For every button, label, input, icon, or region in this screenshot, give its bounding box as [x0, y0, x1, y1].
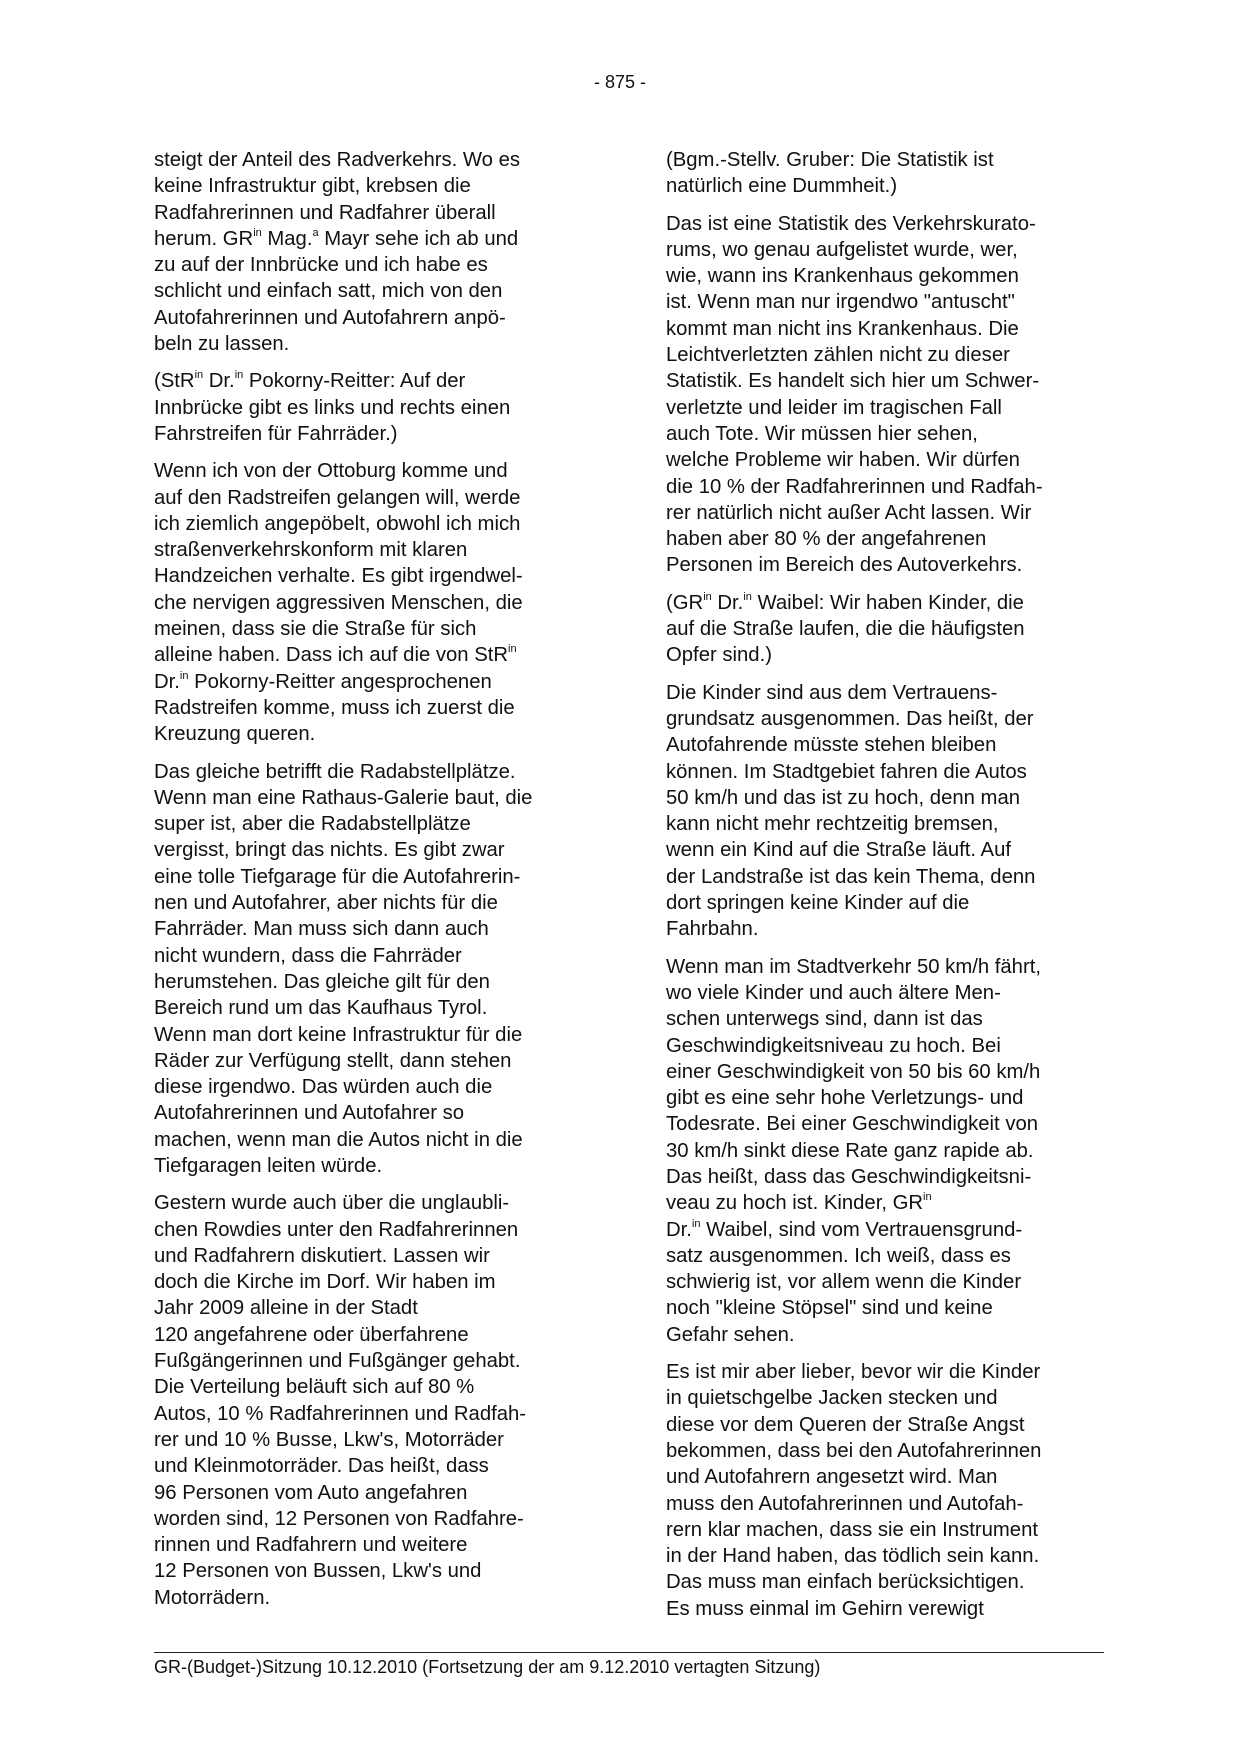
text-line: Räder zur Verfügung stellt, dann stehen: [154, 1049, 512, 1072]
text-line: Handzeichen verhalte. Es gibt irgendwel-: [154, 565, 523, 588]
text-line: Gefahr sehen.: [666, 1323, 795, 1346]
text-line: Das gleiche betrifft die Radabstellplätze.: [154, 760, 516, 783]
text-line: diese vor dem Queren der Straße Angst: [666, 1413, 1025, 1436]
paragraph: [666, 211, 1106, 579]
text-segment: Dr.: [711, 591, 744, 614]
text-line: auf die Straße laufen, die die häufigsten: [666, 618, 1025, 641]
text-line: und Radfahrern diskutiert. Lassen wir: [154, 1244, 490, 1267]
text-line: kommt man nicht ins Krankenhaus. Die: [666, 317, 1019, 340]
text-line: Wenn man eine Rathaus-Galerie baut, die: [154, 786, 533, 809]
text-line: in quietschgelbe Jacken stecken und: [666, 1387, 998, 1410]
text-line: Die Kinder sind aus dem Vertrauens-: [666, 681, 998, 704]
text-line: Bereich rund um das Kaufhaus Tyrol.: [154, 997, 488, 1020]
text-line: [154, 226, 584, 252]
text-line: vergisst, bringt das nichts. Es gibt zwar: [154, 839, 505, 862]
text-line: Es muss einmal im Gehirn verewigt: [666, 1597, 984, 1620]
text-line: Autofahrende müsste stehen bleiben: [666, 734, 997, 757]
text-line: haben aber 80 % der angefahrenen: [666, 528, 987, 551]
text-line: 96 Personen vom Auto angefahren: [154, 1481, 468, 1504]
text-line: beln zu lassen.: [154, 333, 290, 356]
text-line: Fahrräder. Man muss sich dann auch: [154, 918, 489, 941]
text-line: können. Im Stadtgebiet fahren die Autos: [666, 760, 1027, 783]
text-line: Fahrstreifen für Fahrräder.): [154, 422, 398, 445]
text-segment: alleine haben. Dass ich auf die von StR: [154, 644, 509, 667]
text-line: [154, 368, 584, 394]
text-line: Jahr 2009 alleine in der Stadt: [154, 1297, 418, 1320]
text-line: auf den Radstreifen gelangen will, werde: [154, 486, 521, 509]
text-line: verletzte und leider im tragischen Fall: [666, 396, 1002, 419]
paragraph: [154, 1190, 584, 1611]
superscript: in: [253, 226, 262, 239]
text-line: satz ausgenommen. Ich weiß, dass es: [666, 1244, 1011, 1267]
superscript: in: [194, 369, 204, 382]
text-segment: veau zu hoch ist. Kinder, GR: [666, 1192, 924, 1215]
text-line: wo viele Kinder und auch ältere Men-: [666, 981, 1001, 1004]
text-line: schlicht und einfach satt, mich von den: [154, 280, 503, 303]
text-line: natürlich eine Dummheit.): [666, 175, 898, 198]
text-line: steigt der Anteil des Radverkehrs. Wo es: [154, 149, 520, 171]
text-segment: Dr.: [203, 370, 235, 393]
text-line: [154, 642, 584, 668]
text-segment: Pokorny-Reitter angesprochenen: [188, 670, 492, 693]
text-line: Wenn ich von der Ottoburg komme und: [154, 460, 508, 483]
text-line: 50 km/h und das ist zu hoch, denn man: [666, 786, 1021, 809]
text-line: Geschwindigkeitsniveau zu hoch. Bei: [666, 1034, 1001, 1057]
text-line: Innbrücke gibt es links und rechts einen: [154, 396, 511, 419]
text-line: doch die Kirche im Dorf. Wir haben im: [154, 1271, 496, 1294]
superscript: in: [703, 590, 712, 603]
text-line: nicht wundern, dass die Fahrräder: [154, 944, 462, 967]
text-line: Leichtverletzten zählen nicht zu dieser: [666, 344, 1010, 367]
text-line: dort springen keine Kinder auf die: [666, 892, 970, 915]
text-line: keine Infrastruktur gibt, krebsen die: [154, 175, 471, 198]
text-line: kann nicht mehr rechtzeitig bremsen,: [666, 813, 999, 836]
text-line: schwierig ist, vor allem wenn die Kinder: [666, 1271, 1022, 1294]
text-line: wie, wann ins Krankenhaus gekommen: [666, 265, 1019, 288]
text-line: rinnen und Radfahrern und weitere: [154, 1534, 468, 1557]
text-line: 120 angefahrene oder überfahrene: [154, 1323, 469, 1346]
text-line: Autofahrerinnen und Autofahrer so: [154, 1102, 465, 1125]
text-line: Wenn man im Stadtverkehr 50 km/h fährt,: [666, 955, 1041, 978]
paragraph: [666, 1359, 1106, 1622]
text-line: noch "kleine Stöpsel" sind und keine: [666, 1297, 993, 1320]
text-line: eine tolle Tiefgarage für die Autofahrerin-: [154, 865, 521, 888]
footer-divider: [154, 1652, 1104, 1653]
paragraph: [666, 680, 1106, 943]
text-line: Statistik. Es handelt sich hier um Schwer-: [666, 370, 1040, 393]
text-line: Autofahrerinnen und Autofahrern anpö-: [154, 306, 506, 329]
paragraph: [154, 147, 584, 357]
text-line: [666, 590, 1106, 616]
text-line: nen und Autofahrer, aber nichts für die: [154, 892, 498, 915]
text-line: diese irgendwo. Das würden auch die: [154, 1076, 493, 1099]
superscript: in: [508, 643, 517, 656]
text-line: bekommen, dass bei den Autofahrerinnen: [666, 1439, 1042, 1462]
text-line: Gestern wurde auch über die unglaubli-: [154, 1192, 510, 1215]
superscript: in: [743, 590, 752, 603]
text-line: Motorrädern.: [154, 1586, 271, 1609]
text-line: grundsatz ausgenommen. Das heißt, der: [666, 707, 1034, 730]
text-line: Radstreifen komme, muss ich zuerst die: [154, 696, 515, 719]
text-line: welche Probleme wir haben. Wir dürfen: [666, 449, 1020, 472]
superscript: in: [923, 1191, 932, 1204]
text-line: ist. Wenn man nur irgendwo "antuscht": [666, 291, 1015, 314]
text-line: ich ziemlich angepöbelt, obwohl ich mich: [154, 512, 521, 535]
text-line: Das muss man einfach berücksichtigen.: [666, 1571, 1025, 1594]
text-line: [666, 1217, 1106, 1243]
text-line: rer und 10 % Busse, Lkw's, Motorräder: [154, 1428, 504, 1451]
text-line: muss den Autofahrerinnen und Autofah-: [666, 1492, 1024, 1515]
text-line: einer Geschwindigkeit von 50 bis 60 km/h: [666, 1060, 1041, 1083]
text-line: worden sind, 12 Personen von Radfahre-: [154, 1507, 524, 1530]
text-line: Radfahrerinnen und Radfahrer überall: [154, 201, 496, 224]
text-line: Todesrate. Bei einer Geschwindigkeit von: [666, 1113, 1039, 1136]
text-line: super ist, aber die Radabstellplätze: [154, 813, 471, 836]
paragraph: [666, 590, 1106, 669]
text-segment: Mayr sehe ich ab und: [318, 227, 519, 250]
text-line: Die Verteilung beläuft sich auf 80 %: [154, 1376, 475, 1399]
text-segment: Waibel: Wir haben Kinder, die: [751, 591, 1024, 614]
text-segment: Mag.: [261, 227, 313, 250]
text-line: [666, 1190, 1106, 1216]
text-line: zu auf der Innbrücke und ich habe es: [154, 254, 488, 277]
text-line: und Kleinmotorräder. Das heißt, dass: [154, 1455, 489, 1478]
text-line: schen unterwegs sind, dann ist das: [666, 1008, 983, 1031]
text-line: Fußgängerinnen und Fußgänger gehabt.: [154, 1350, 521, 1373]
text-line: chen Rowdies unter den Radfahrerinnen: [154, 1218, 519, 1241]
text-line: che nervigen aggressiven Menschen, die: [154, 591, 523, 614]
text-line: Fahrbahn.: [666, 918, 759, 941]
text-line: Autos, 10 % Radfahrerinnen und Radfah-: [154, 1402, 527, 1425]
text-line: wenn ein Kind auf die Straße läuft. Auf: [666, 839, 1011, 862]
text-segment: herum. GR: [154, 227, 254, 250]
text-line: rer natürlich nicht außer Acht lassen. Wir: [666, 501, 1032, 524]
left-column: [154, 147, 584, 1622]
text-line: auch Tote. Wir müssen hier sehen,: [666, 422, 978, 445]
text-segment: Pokorny-Reitter: Auf der: [243, 370, 466, 393]
text-segment: (StR: [154, 370, 195, 393]
text-line: Tiefgaragen leiten würde.: [154, 1154, 383, 1177]
superscript: a: [312, 226, 319, 239]
text-segment: (GR: [666, 591, 704, 614]
page-number: - 875 -: [593, 72, 647, 92]
paragraph: [666, 147, 1106, 200]
text-line: herumstehen. Das gleiche gilt für den: [154, 970, 490, 993]
text-line: rern klar machen, dass sie ein Instrument: [666, 1518, 1038, 1541]
text-line: gibt es eine sehr hohe Verletzungs- und: [666, 1087, 1024, 1110]
text-line: 30 km/h sinkt diese Rate ganz rapide ab.: [666, 1139, 1034, 1162]
text-line: in der Hand haben, das tödlich sein kann.: [666, 1545, 1040, 1568]
superscript: in: [179, 669, 189, 682]
right-column: [666, 147, 1106, 1633]
text-line: [154, 669, 584, 695]
text-line: rums, wo genau aufgelistet wurde, wer,: [666, 238, 1018, 261]
text-line: straßenverkehrskonform mit klaren: [154, 539, 468, 562]
paragraph: [154, 759, 584, 1180]
text-line: und Autofahrern angesetzt wird. Man: [666, 1466, 998, 1489]
paragraph: [666, 954, 1106, 1348]
text-line: der Landstraße ist das kein Thema, denn: [666, 865, 1036, 888]
text-line: die 10 % der Radfahrerinnen und Radfah-: [666, 475, 1043, 498]
text-line: Kreuzung queren.: [154, 723, 316, 746]
text-line: machen, wenn man die Autos nicht in die: [154, 1128, 523, 1151]
text-line: meinen, dass sie die Straße für sich: [154, 618, 477, 641]
text-segment: Dr.: [666, 1218, 692, 1241]
text-line: Personen im Bereich des Autoverkehrs.: [666, 554, 1023, 577]
text-segment: Dr.: [154, 670, 180, 693]
paragraph: [154, 368, 584, 447]
text-line: Opfer sind.): [666, 644, 772, 667]
footer-text: GR-(Budget-)Sitzung 10.12.2010 (Fortsetzung der am 9.12.2010 vertagten Sitzung): [154, 1657, 821, 1677]
text-line: Das ist eine Statistik des Verkehrskurato-: [666, 212, 1036, 235]
text-segment: Waibel, sind vom Vertrauensgrund-: [700, 1218, 1023, 1241]
text-line: 12 Personen von Bussen, Lkw's und: [154, 1560, 482, 1583]
text-line: (Bgm.-Stellv. Gruber: Die Statistik ist: [666, 149, 994, 171]
text-line: Wenn man dort keine Infrastruktur für die: [154, 1023, 523, 1046]
text-line: Es ist mir aber lieber, bevor wir die Kinder: [666, 1361, 1041, 1384]
text-line: Das heißt, dass das Geschwindigkeitsni-: [666, 1165, 1032, 1188]
superscript: in: [691, 1217, 701, 1230]
paragraph: [154, 458, 584, 747]
superscript: in: [234, 369, 244, 382]
